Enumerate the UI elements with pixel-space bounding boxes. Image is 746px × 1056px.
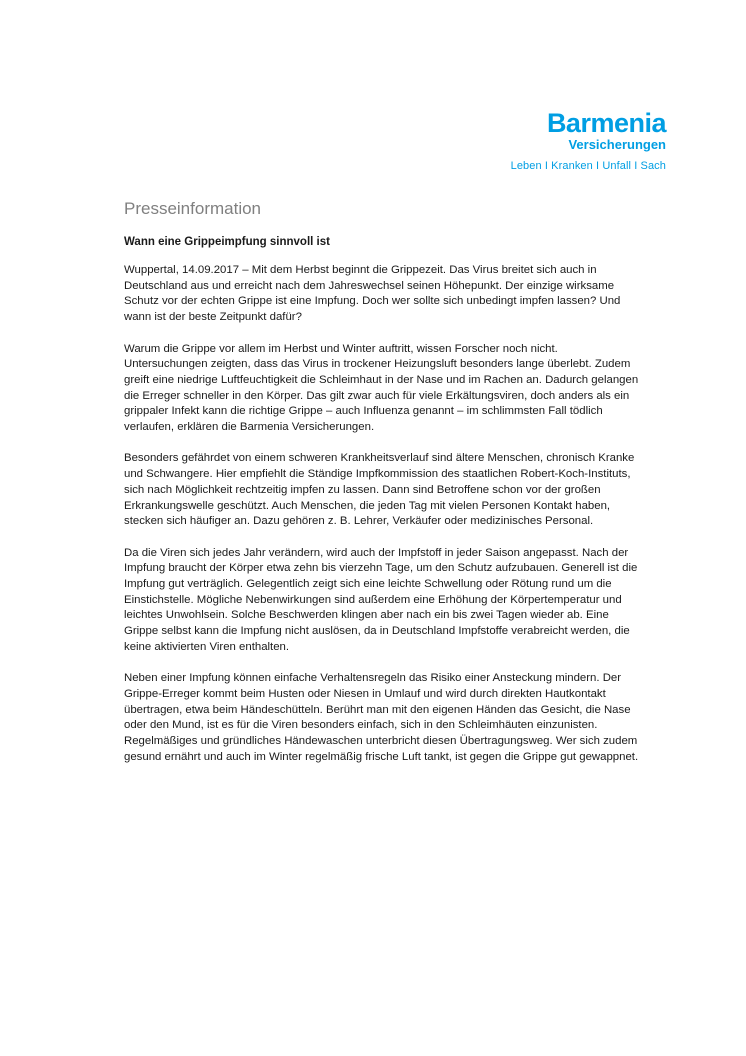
document-body	[124, 263, 644, 781]
barmenia-logo	[511, 110, 666, 172]
logo-subtitle: Versicherungen	[568, 137, 666, 152]
paragraph-vaccine: Da die Viren sich jedes Jahr verändern, wird auch der Impfstoff in jeder Saison angepasst. Nach der Impfung braucht der Körper etwa zehn bis vierzehn Tage, um den Schutz aufzubauen. Generell ist die Impfung gut verträglich. Gelegentlich zeigt sich eine leichte Schwellung oder Rötung rund um die Einstichstelle. Mögliche Nebenwirkungen sind außerdem eine Erhöhung der Körpertemperatur und leichtes Unwohlsein. Solche Beschwerden klingen aber nach ein bis zwei Tagen wieder ab. Eine Grippe selbst kann die Impfung nicht auslösen, da in Deutschland Impfstoffe verabreicht werden, die keine aktivierten Viren enthalten.	[124, 546, 638, 653]
paragraph-prevention: Neben einer Impfung können einfache Verhaltensregeln das Risiko einer Ansteckung mindern. Der Grippe-Erreger kommt beim Husten oder Niesen in Umlauf und wird durch direkten Hautkontakt übertragen, etwa beim Händeschütteln. Berührt man mit den eigenen Händen das Gesicht, die Nase oder den Mund, ist es für die Viren besonders einfach, sich in den Schleimhäuten einzunisten. Regelmäßiges und gründliches Händewaschen unterbricht diesen Übertragungsweg. Wer sich zudem gesund ernährt und auch im Winter regelmäßig frische Luft tankt, ist gegen die Grippe gut gewappnet.	[124, 672, 639, 763]
document-heading: Presseinformation	[124, 199, 262, 218]
paragraph-causes: Warum die Grippe vor allem im Herbst und Winter auftritt, wissen Forscher noch nicht. Untersuchungen zeigten, dass das Virus in trockener Heizungsluft besonders lange überlebt. Zudem greift eine niedrige Luftfeuchtigkeit die Schleimhaut in der Nase und im Rachen an. Dadurch gelangen die Erreger schneller in den Körper. Das gilt zwar auch für viele Erkältungsviren, doch anders als ein grippaler Infekt kann die richtige Grippe – auch Influenza genannt – im schlimmsten Fall tödlich verlaufen, erklären die Barmenia Versicherungen.	[124, 342, 639, 434]
paragraph-risk-groups: Besonders gefährdet von einem schweren Krankheitsverlauf sind ältere Menschen, chronisch Kranke und Schwangere. Hier empfiehlt die Ständige Impfkommission des staatlichen Robert-Koch-Instituts, sich nach Möglichkeit rechtzeitig impfen zu lassen. Dann sind Betroffene schon vor der großen Erkrankungswelle geschützt. Auch Menschen, die jeden Tag mit vielen Personen Kontakt haben, stecken sich häufiger an. Dazu gehören z. B. Lehrer, Verkäufer oder medizinisches Personal.	[124, 452, 635, 528]
document-title: Wann eine Grippeimpfung sinnvoll ist	[124, 236, 330, 248]
paragraph-intro: Wuppertal, 14.09.2017 – Mit dem Herbst beginnt die Grippezeit. Das Virus breitet sich auch in Deutschland aus und erreicht nach dem Jahreswechsel seinen Höhepunkt. Der einzige wirksame Schutz vor der echten Grippe ist eine Impfung. Doch wer sollte sich unbedingt impfen lassen? Und wann ist der beste Zeitpunkt dafür?	[124, 264, 621, 324]
logo-name: Barmenia	[546, 108, 666, 138]
logo-tagline: Leben I Kranken I Unfall I Sach	[510, 160, 666, 172]
